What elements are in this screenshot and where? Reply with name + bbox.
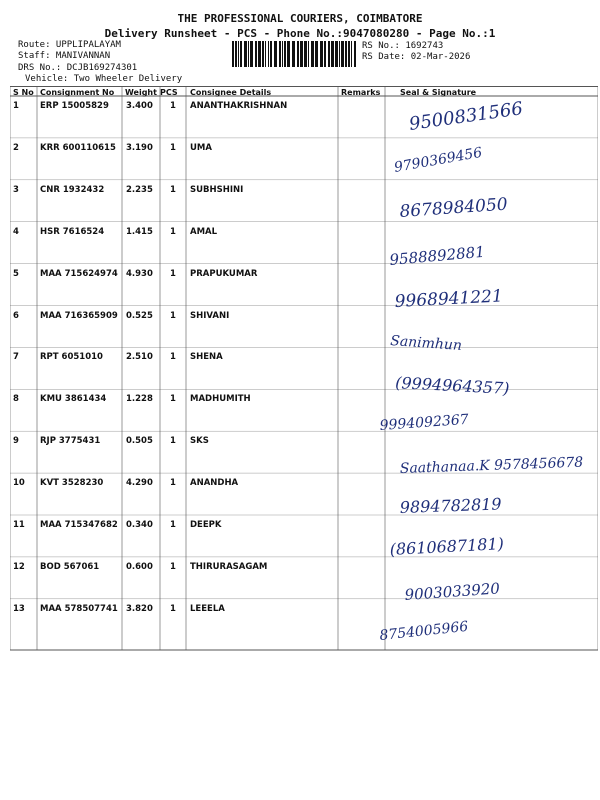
row-consignment-no: CNR 1932432: [40, 184, 105, 195]
barcode-bar: [335, 41, 338, 67]
barcode-bar: [265, 41, 266, 67]
row-sno: 9: [13, 436, 19, 447]
row-sno: 2: [13, 142, 19, 153]
barcode-bar: [345, 41, 347, 67]
row-sno: 6: [13, 310, 19, 321]
col-header-consignment: Consignment No: [40, 88, 115, 97]
row-consignee: SUBHSHINI: [190, 184, 244, 195]
col-header-weight: Weight: [125, 88, 157, 97]
rs-number: RS No.: 1692743: [362, 41, 444, 51]
row-consignment-no: ERP 15005829: [40, 101, 109, 111]
row-pcs: 1: [170, 101, 176, 111]
barcode-bar: [232, 41, 234, 67]
barcode-bar: [244, 41, 247, 67]
barcode-bar: [339, 41, 340, 67]
staff-label: Staff: MANIVANNAN: [18, 51, 111, 61]
handwritten-signature: Saathanaa.K 9578456678: [399, 454, 584, 477]
barcode-bar: [262, 41, 264, 67]
handwritten-signature: 9500831566: [407, 98, 525, 135]
row-consignee: UMA: [190, 142, 212, 153]
row-sno: 10: [13, 478, 25, 489]
row-consignee: SHIVANI: [190, 310, 230, 321]
row-weight: 2.235: [126, 184, 153, 195]
barcode-bar: [282, 41, 283, 67]
drs-number: DRS No.: DCJB169274301: [18, 63, 138, 73]
row-consignee: SHENA: [190, 352, 223, 363]
barcode-bar: [308, 41, 309, 67]
row-consignee: ANANDHA: [190, 478, 239, 489]
barcode-bar: [328, 41, 330, 67]
barcode-bar: [348, 41, 350, 67]
row-weight: 4.930: [126, 268, 153, 279]
barcode-bar: [255, 41, 257, 67]
row-pcs: 1: [170, 226, 176, 237]
row-consignment-no: MAA 715347682: [40, 520, 118, 530]
barcode-bar: [351, 41, 352, 67]
row-consignment-no: MAA 715624974: [40, 268, 118, 279]
row-pcs: 1: [170, 603, 176, 614]
row-sno: 13: [13, 603, 25, 614]
barcode-bar: [279, 41, 281, 67]
row-consignee: MADHUMITH: [190, 394, 251, 405]
row-consignee: AMAL: [190, 226, 218, 237]
col-header-remarks: Remarks: [341, 88, 381, 97]
row-sno: 12: [13, 561, 25, 572]
barcode-bar: [258, 41, 261, 67]
barcode-bar: [284, 41, 286, 67]
barcode-bar: [324, 41, 326, 67]
row-weight: 3.820: [126, 603, 153, 614]
row-consignee: THIRURASAGAM: [190, 561, 268, 572]
row-pcs: 1: [170, 352, 176, 363]
row-consignee: ANANTHAKRISHNAN: [190, 101, 288, 111]
row-pcs: 1: [170, 478, 176, 489]
row-consignment-no: KMU 3861434: [40, 394, 107, 405]
row-consignment-no: HSR 7616524: [40, 226, 105, 237]
col-header-consignee: Consignee Details: [190, 88, 272, 97]
barcode-bar: [270, 41, 272, 67]
row-weight: 0.525: [126, 310, 153, 321]
barcode-bar: [304, 41, 307, 67]
row-consignment-no: KVT 3528230: [40, 478, 104, 489]
row-pcs: 1: [170, 394, 176, 405]
row-sno: 7: [13, 352, 19, 363]
handwritten-signature: 9588892881: [388, 242, 486, 269]
barcode-bar: [250, 41, 253, 67]
col-header-signature: Seal & Signature: [400, 88, 477, 97]
row-consignment-no: KRR 600110615: [40, 142, 116, 153]
rs-date: RS Date: 02-Mar-2026: [362, 52, 471, 62]
col-header-sno: S No: [13, 88, 34, 97]
handwritten-signature: 9003033920: [404, 579, 501, 604]
row-weight: 0.600: [126, 561, 153, 572]
barcode-bar: [297, 41, 299, 67]
row-weight: 0.505: [126, 436, 153, 447]
row-sno: 8: [13, 394, 19, 405]
barcode-bar: [320, 41, 323, 67]
company-title: THE PROFESSIONAL COURIERS, COIMBATORE: [177, 12, 423, 25]
row-weight: 2.510: [126, 352, 153, 363]
handwritten-signature: Sanimhun: [389, 333, 463, 354]
handwritten-signature: 8754005966: [378, 618, 470, 644]
barcode-bar: [274, 41, 277, 67]
col-header-pcs: PCS: [160, 88, 178, 97]
row-consignment-no: RJP 3775431: [40, 436, 101, 447]
barcode-graphic: [231, 41, 357, 67]
row-sno: 4: [13, 226, 19, 237]
runsheet-subtitle: Delivery Runsheet - PCS - Phone No.:9047080280 - Page No.:1: [104, 27, 496, 40]
handwritten-signature: 9994092367: [379, 411, 470, 434]
row-weight: 3.190: [126, 142, 153, 153]
vehicle-label: Vehicle: Two Wheeler Delivery: [25, 74, 183, 84]
row-weight: 1.415: [126, 226, 153, 237]
row-sno: 11: [13, 520, 25, 530]
barcode-bar: [331, 41, 334, 67]
handwritten-signature: 9968941221: [394, 286, 504, 312]
route-label: Route: UPPLIPALAYAM: [18, 40, 121, 50]
row-pcs: 1: [170, 142, 176, 153]
barcode-bar: [341, 41, 344, 67]
row-consignee: DEEPK: [190, 520, 222, 530]
row-consignment-no: MAA 578507741: [40, 603, 118, 614]
row-consignment-no: RPT 6051010: [40, 352, 103, 363]
row-weight: 1.228: [126, 394, 153, 405]
barcode-bar: [292, 41, 295, 67]
row-pcs: 1: [170, 561, 176, 572]
handwritten-signature: (8610687181): [389, 534, 505, 559]
barcode-bar: [240, 41, 242, 67]
row-consignee: PRAPUKUMAR: [190, 268, 258, 279]
barcode-bar: [311, 41, 314, 67]
row-pcs: 1: [170, 310, 176, 321]
row-weight: 0.340: [126, 520, 153, 530]
barcode-bar: [238, 41, 239, 67]
barcode-bar: [354, 41, 356, 67]
row-weight: 4.290: [126, 478, 153, 489]
barcode-bar: [300, 41, 303, 67]
row-consignment-no: MAA 716365909: [40, 310, 118, 321]
handwritten-signature: (9994964357): [394, 373, 510, 398]
row-consignee: LEEELA: [190, 603, 225, 614]
handwritten-signature: 9894782819: [399, 494, 502, 517]
row-consignee: SKS: [190, 436, 209, 447]
row-pcs: 1: [170, 436, 176, 447]
row-sno: 1: [13, 101, 19, 111]
row-pcs: 1: [170, 184, 176, 195]
signature-area: [360, 95, 600, 655]
row-pcs: 1: [170, 268, 176, 279]
barcode-bar: [315, 41, 318, 67]
handwritten-signature: 8678984050: [398, 194, 509, 222]
row-sno: 3: [13, 184, 19, 195]
row-weight: 3.400: [126, 101, 153, 111]
barcode-bar: [287, 41, 290, 67]
barcode-bar: [248, 41, 249, 67]
handwritten-signature: 9790369456: [392, 144, 484, 176]
row-consignment-no: BOD 567061: [40, 561, 100, 572]
barcode-bar: [235, 41, 237, 67]
row-pcs: 1: [170, 520, 176, 530]
barcode-bar: [268, 41, 269, 67]
row-sno: 5: [13, 268, 19, 279]
